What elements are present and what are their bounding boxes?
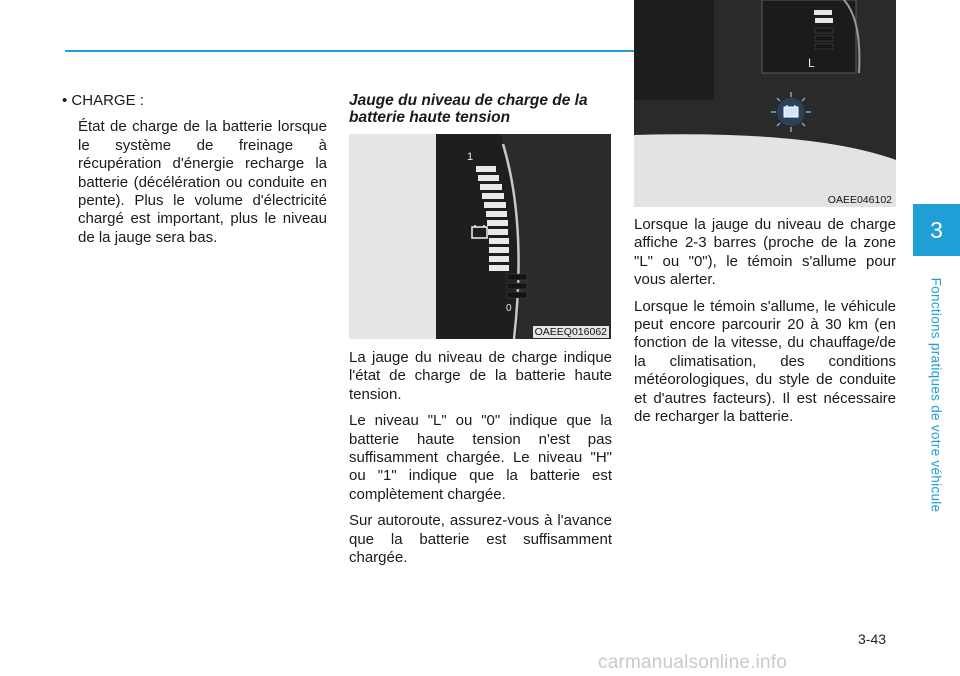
battery-warning-icon xyxy=(771,92,811,132)
gauge-label-bottom: 0 xyxy=(506,303,512,314)
warning-light-figure xyxy=(634,0,896,207)
chapter-tab: 3 xyxy=(913,204,960,256)
gauge-label-low: L xyxy=(808,56,815,70)
page-number: 3-43 xyxy=(858,631,887,647)
warning-light-illustration xyxy=(634,0,896,207)
paragraph-5: Lorsque le témoin s'allume, le véhicule peut encore parcourir 20 à 30 km (en fonction de la vitesse, du chauffage/de la climatisation, des conditions météorologiques, du style de conduite et d'autres facteurs). Il est nécessaire de recharger la batterie. xyxy=(634,297,896,426)
figure-code: OAEE046102 xyxy=(827,194,892,206)
column-2 xyxy=(349,92,612,575)
bullet-text: État de charge de la batterie lorsque le système de freinage à récupération d'énergie recharge la batterie (décélération ou conduite en pente). Plus le volume d'électricité chargé est important, plus le niveau de la jauge sera bas. xyxy=(78,118,327,246)
watermark: carmanualsonline.info xyxy=(598,652,788,673)
paragraph-2: Le niveau "L" ou "0" indique que la batterie haute tension n'est pas suffisamment chargée. Le niveau "H" ou "1" indique que la batterie est complètement chargée. xyxy=(349,412,612,503)
paragraph-1: La jauge du niveau de charge indique l'état de charge de la batterie haute tension. xyxy=(349,349,612,403)
chapter-label: Fonctions pratiques de votre véhicule xyxy=(928,277,944,513)
section-heading: Jauge du niveau de charge de la batterie haute tension xyxy=(349,92,588,126)
bullet-label: • CHARGE : xyxy=(62,92,144,109)
column-3 xyxy=(634,56,896,434)
charge-gauge-figure xyxy=(349,134,611,339)
column-1 xyxy=(62,92,327,255)
paragraph-4: Lorsque la jauge du niveau de charge affiche 2-3 barres (proche de la zone "L" ou "0"), le témoin s'allume pour vous alerter. xyxy=(634,216,896,289)
figure-code: OAEEQ016062 xyxy=(534,326,607,338)
paragraph-3: Sur autoroute, assurez-vous à l'avance que la batterie est suffisamment chargée. xyxy=(349,512,612,567)
charge-gauge-illustration xyxy=(349,134,611,339)
gauge-label-top: 1 xyxy=(467,151,474,163)
